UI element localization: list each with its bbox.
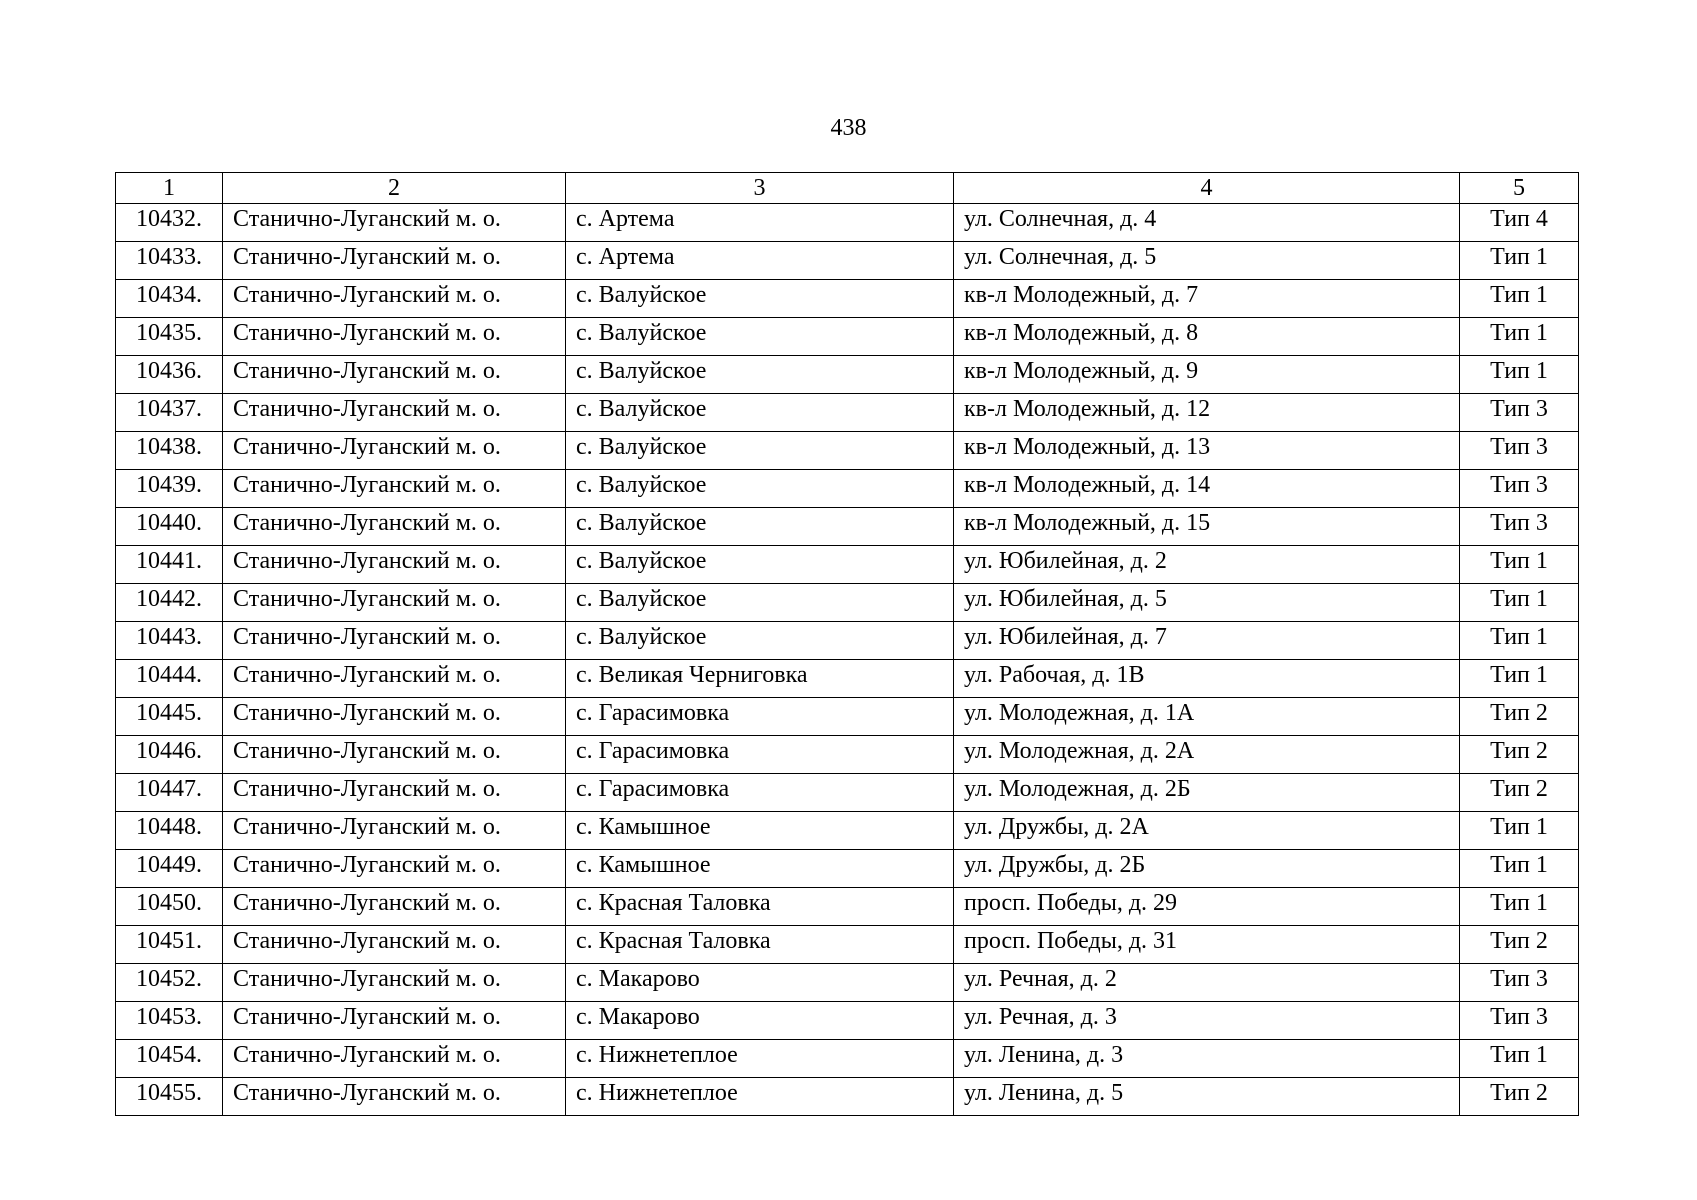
municipal-district-cell: Станично-Луганский м. о. (223, 888, 566, 926)
table-row (116, 736, 1579, 774)
building-type-cell: Тип 2 (1460, 736, 1579, 774)
table-row (116, 1002, 1579, 1040)
table-row (116, 318, 1579, 356)
building-type-cell: Тип 1 (1460, 318, 1579, 356)
street-address-cell: кв-л Молодежный, д. 15 (954, 508, 1460, 546)
settlement-cell: с. Гарасимовка (566, 698, 954, 736)
table-row (116, 508, 1579, 546)
row-number-cell: 10445. (116, 698, 223, 736)
header-row (116, 173, 1579, 204)
street-address-cell: ул. Молодежная, д. 2Б (954, 774, 1460, 812)
settlement-cell: с. Камышное (566, 812, 954, 850)
municipal-district-cell: Станично-Луганский м. о. (223, 318, 566, 356)
street-address-cell: кв-л Молодежный, д. 14 (954, 470, 1460, 508)
municipal-district-cell: Станично-Луганский м. о. (223, 242, 566, 280)
table-row (116, 698, 1579, 736)
street-address-cell: кв-л Молодежный, д. 13 (954, 432, 1460, 470)
row-number-cell: 10450. (116, 888, 223, 926)
street-address-cell: ул. Ленина, д. 5 (954, 1078, 1460, 1116)
settlement-cell: с. Макарово (566, 964, 954, 1002)
street-address-cell: кв-л Молодежный, д. 9 (954, 356, 1460, 394)
building-type-cell: Тип 3 (1460, 394, 1579, 432)
building-type-cell: Тип 2 (1460, 774, 1579, 812)
building-type-cell: Тип 2 (1460, 698, 1579, 736)
building-type-cell: Тип 1 (1460, 584, 1579, 622)
row-number-cell: 10438. (116, 432, 223, 470)
table-row (116, 660, 1579, 698)
settlement-cell: с. Красная Таловка (566, 926, 954, 964)
row-number-cell: 10442. (116, 584, 223, 622)
table-row (116, 774, 1579, 812)
column-header-4: 4 (954, 173, 1460, 204)
settlement-cell: с. Великая Черниговка (566, 660, 954, 698)
settlement-cell: с. Валуйское (566, 318, 954, 356)
municipal-district-cell: Станично-Луганский м. о. (223, 394, 566, 432)
building-type-cell: Тип 2 (1460, 926, 1579, 964)
table-row (116, 1078, 1579, 1116)
building-type-cell: Тип 3 (1460, 964, 1579, 1002)
street-address-cell: ул. Солнечная, д. 4 (954, 204, 1460, 242)
building-type-cell: Тип 3 (1460, 432, 1579, 470)
settlement-cell: с. Артема (566, 204, 954, 242)
settlement-cell: с. Валуйское (566, 622, 954, 660)
settlement-cell: с. Валуйское (566, 546, 954, 584)
row-number-cell: 10452. (116, 964, 223, 1002)
row-number-cell: 10453. (116, 1002, 223, 1040)
municipal-district-cell: Станично-Луганский м. о. (223, 1040, 566, 1078)
settlement-cell: с. Валуйское (566, 470, 954, 508)
street-address-cell: ул. Речная, д. 2 (954, 964, 1460, 1002)
column-header-3: 3 (566, 173, 954, 204)
settlement-cell: с. Гарасимовка (566, 736, 954, 774)
street-address-cell: ул. Молодежная, д. 1А (954, 698, 1460, 736)
building-type-cell: Тип 1 (1460, 622, 1579, 660)
street-address-cell: ул. Молодежная, д. 2А (954, 736, 1460, 774)
building-type-cell: Тип 1 (1460, 888, 1579, 926)
settlement-cell: с. Нижнетеплое (566, 1078, 954, 1116)
row-number-cell: 10444. (116, 660, 223, 698)
building-type-cell: Тип 1 (1460, 660, 1579, 698)
table-row (116, 888, 1579, 926)
building-type-cell: Тип 3 (1460, 470, 1579, 508)
row-number-cell: 10437. (116, 394, 223, 432)
settlement-cell: с. Валуйское (566, 356, 954, 394)
building-type-cell: Тип 2 (1460, 1078, 1579, 1116)
row-number-cell: 10447. (116, 774, 223, 812)
row-number-cell: 10443. (116, 622, 223, 660)
table-row (116, 812, 1579, 850)
street-address-cell: кв-л Молодежный, д. 12 (954, 394, 1460, 432)
row-number-cell: 10436. (116, 356, 223, 394)
table-row (116, 394, 1579, 432)
settlement-cell: с. Гарасимовка (566, 774, 954, 812)
municipal-district-cell: Станично-Луганский м. о. (223, 660, 566, 698)
municipal-district-cell: Станично-Луганский м. о. (223, 850, 566, 888)
street-address-cell: просп. Победы, д. 31 (954, 926, 1460, 964)
settlement-cell: с. Валуйское (566, 394, 954, 432)
settlement-cell: с. Валуйское (566, 508, 954, 546)
building-type-cell: Тип 3 (1460, 1002, 1579, 1040)
column-header-2: 2 (223, 173, 566, 204)
municipal-district-cell: Станично-Луганский м. о. (223, 356, 566, 394)
row-number-cell: 10433. (116, 242, 223, 280)
settlement-cell: с. Макарово (566, 1002, 954, 1040)
street-address-cell: ул. Юбилейная, д. 5 (954, 584, 1460, 622)
municipal-district-cell: Станично-Луганский м. о. (223, 736, 566, 774)
row-number-cell: 10451. (116, 926, 223, 964)
street-address-cell: ул. Юбилейная, д. 2 (954, 546, 1460, 584)
column-header-1: 1 (116, 173, 223, 204)
street-address-cell: ул. Солнечная, д. 5 (954, 242, 1460, 280)
column-header-5: 5 (1460, 173, 1579, 204)
row-number-cell: 10448. (116, 812, 223, 850)
municipal-district-cell: Станично-Луганский м. о. (223, 926, 566, 964)
municipal-district-cell: Станично-Луганский м. о. (223, 432, 566, 470)
municipal-district-cell: Станично-Луганский м. о. (223, 280, 566, 318)
table-row (116, 242, 1579, 280)
table-row (116, 850, 1579, 888)
settlement-cell: с. Нижнетеплое (566, 1040, 954, 1078)
building-type-cell: Тип 4 (1460, 204, 1579, 242)
settlement-cell: с. Валуйское (566, 584, 954, 622)
row-number-cell: 10455. (116, 1078, 223, 1116)
municipal-district-cell: Станично-Луганский м. о. (223, 774, 566, 812)
building-type-cell: Тип 1 (1460, 280, 1579, 318)
municipal-district-cell: Станично-Луганский м. о. (223, 698, 566, 736)
building-type-cell: Тип 1 (1460, 1040, 1579, 1078)
municipal-district-cell: Станично-Луганский м. о. (223, 508, 566, 546)
table-row (116, 356, 1579, 394)
building-type-cell: Тип 3 (1460, 508, 1579, 546)
settlement-cell: с. Валуйское (566, 280, 954, 318)
municipal-district-cell: Станично-Луганский м. о. (223, 1078, 566, 1116)
table-row (116, 280, 1579, 318)
street-address-cell: ул. Ленина, д. 3 (954, 1040, 1460, 1078)
row-number-cell: 10440. (116, 508, 223, 546)
table-body (116, 204, 1579, 1116)
building-type-cell: Тип 1 (1460, 356, 1579, 394)
municipal-district-cell: Станично-Луганский м. о. (223, 584, 566, 622)
row-number-cell: 10439. (116, 470, 223, 508)
building-type-cell: Тип 1 (1460, 850, 1579, 888)
table-row (116, 204, 1579, 242)
table-row (116, 964, 1579, 1002)
address-table (115, 172, 1579, 1116)
row-number-cell: 10446. (116, 736, 223, 774)
street-address-cell: кв-л Молодежный, д. 8 (954, 318, 1460, 356)
street-address-cell: ул. Юбилейная, д. 7 (954, 622, 1460, 660)
settlement-cell: с. Артема (566, 242, 954, 280)
building-type-cell: Тип 1 (1460, 242, 1579, 280)
building-type-cell: Тип 1 (1460, 546, 1579, 584)
settlement-cell: с. Валуйское (566, 432, 954, 470)
table-row (116, 470, 1579, 508)
street-address-cell: кв-л Молодежный, д. 7 (954, 280, 1460, 318)
row-number-cell: 10449. (116, 850, 223, 888)
street-address-cell: просп. Победы, д. 29 (954, 888, 1460, 926)
municipal-district-cell: Станично-Луганский м. о. (223, 204, 566, 242)
row-number-cell: 10435. (116, 318, 223, 356)
municipal-district-cell: Станично-Луганский м. о. (223, 812, 566, 850)
row-number-cell: 10454. (116, 1040, 223, 1078)
row-number-cell: 10441. (116, 546, 223, 584)
table-row (116, 926, 1579, 964)
settlement-cell: с. Камышное (566, 850, 954, 888)
page-number: 438 (830, 115, 867, 141)
table-row (116, 432, 1579, 470)
settlement-cell: с. Красная Таловка (566, 888, 954, 926)
municipal-district-cell: Станично-Луганский м. о. (223, 964, 566, 1002)
row-number-cell: 10432. (116, 204, 223, 242)
building-type-cell: Тип 1 (1460, 812, 1579, 850)
row-number-cell: 10434. (116, 280, 223, 318)
municipal-district-cell: Станично-Луганский м. о. (223, 546, 566, 584)
street-address-cell: ул. Дружбы, д. 2Б (954, 850, 1460, 888)
street-address-cell: ул. Дружбы, д. 2А (954, 812, 1460, 850)
street-address-cell: ул. Рабочая, д. 1В (954, 660, 1460, 698)
table-row (116, 1040, 1579, 1078)
street-address-cell: ул. Речная, д. 3 (954, 1002, 1460, 1040)
table-row (116, 546, 1579, 584)
table-row (116, 622, 1579, 660)
municipal-district-cell: Станично-Луганский м. о. (223, 470, 566, 508)
table-row (116, 584, 1579, 622)
municipal-district-cell: Станично-Луганский м. о. (223, 1002, 566, 1040)
table-header (116, 173, 1579, 204)
municipal-district-cell: Станично-Луганский м. о. (223, 622, 566, 660)
